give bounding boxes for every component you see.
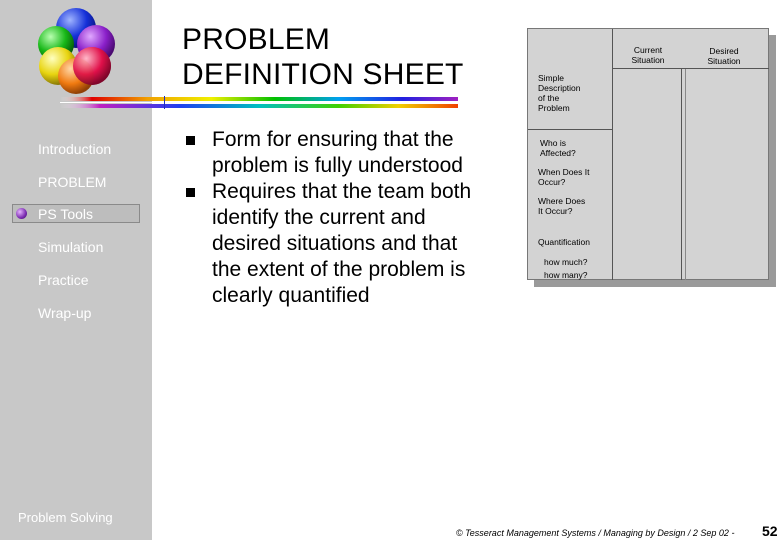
form-divider xyxy=(612,68,769,69)
form-divider xyxy=(681,69,682,280)
bullet-text: Form for ensuring that the problem is fully understood xyxy=(212,128,463,177)
form-col-desired: Desired Situation xyxy=(707,46,741,66)
rainbow-title-rule xyxy=(60,96,458,110)
form-row-how-much: how much? xyxy=(544,257,588,267)
nav-current-bullet-icon xyxy=(16,208,27,219)
problem-definition-form-figure xyxy=(527,28,776,287)
form-col-current: Current Situation xyxy=(631,45,665,65)
nav-item-ps-tools[interactable]: PS Tools xyxy=(38,206,93,222)
nav-item-simulation[interactable]: Simulation xyxy=(38,239,104,255)
nav-item-introduction[interactable]: Introduction xyxy=(38,141,112,157)
bullet-item xyxy=(182,127,492,179)
form-row-affected: Who is Affected? xyxy=(540,138,576,158)
form-row-quantification: Quantification xyxy=(538,237,590,247)
form-sheet xyxy=(527,28,769,280)
bullet-square-icon xyxy=(186,136,195,145)
nav-item-practice[interactable]: Practice xyxy=(38,272,89,288)
sidebar-footer-label: Problem Solving xyxy=(18,510,113,525)
bullet-list xyxy=(182,127,492,309)
form-row-when: When Does It Occur? xyxy=(538,167,590,187)
bullet-text: Requires that the team both identify the current and desired situations and that the extent of the problem is clearly quantified xyxy=(212,180,472,307)
colored-balls-logo-icon xyxy=(34,6,118,96)
page-title-line-1: PROBLEM xyxy=(182,23,331,56)
bullet-item xyxy=(182,179,492,309)
page-title xyxy=(182,22,464,92)
nav-item-problem[interactable]: PROBLEM xyxy=(38,174,107,190)
form-divider xyxy=(685,69,686,280)
nav-item-wrap-up[interactable]: Wrap-up xyxy=(38,305,92,321)
form-row-how-many: how many? xyxy=(544,270,588,280)
page-number: 52 xyxy=(762,523,778,539)
form-row-description: Simple Description of the Problem xyxy=(538,73,581,113)
form-row-where: Where Does It Occur? xyxy=(538,196,586,216)
copyright-text: © Tesseract Management Systems / Managing by Design / 2 Sep 02 - xyxy=(456,528,735,538)
sidebar xyxy=(0,0,152,540)
bullet-square-icon xyxy=(186,188,195,197)
form-divider xyxy=(528,129,612,130)
form-divider xyxy=(612,29,613,280)
page-title-line-2: DEFINITION SHEET xyxy=(182,58,464,91)
